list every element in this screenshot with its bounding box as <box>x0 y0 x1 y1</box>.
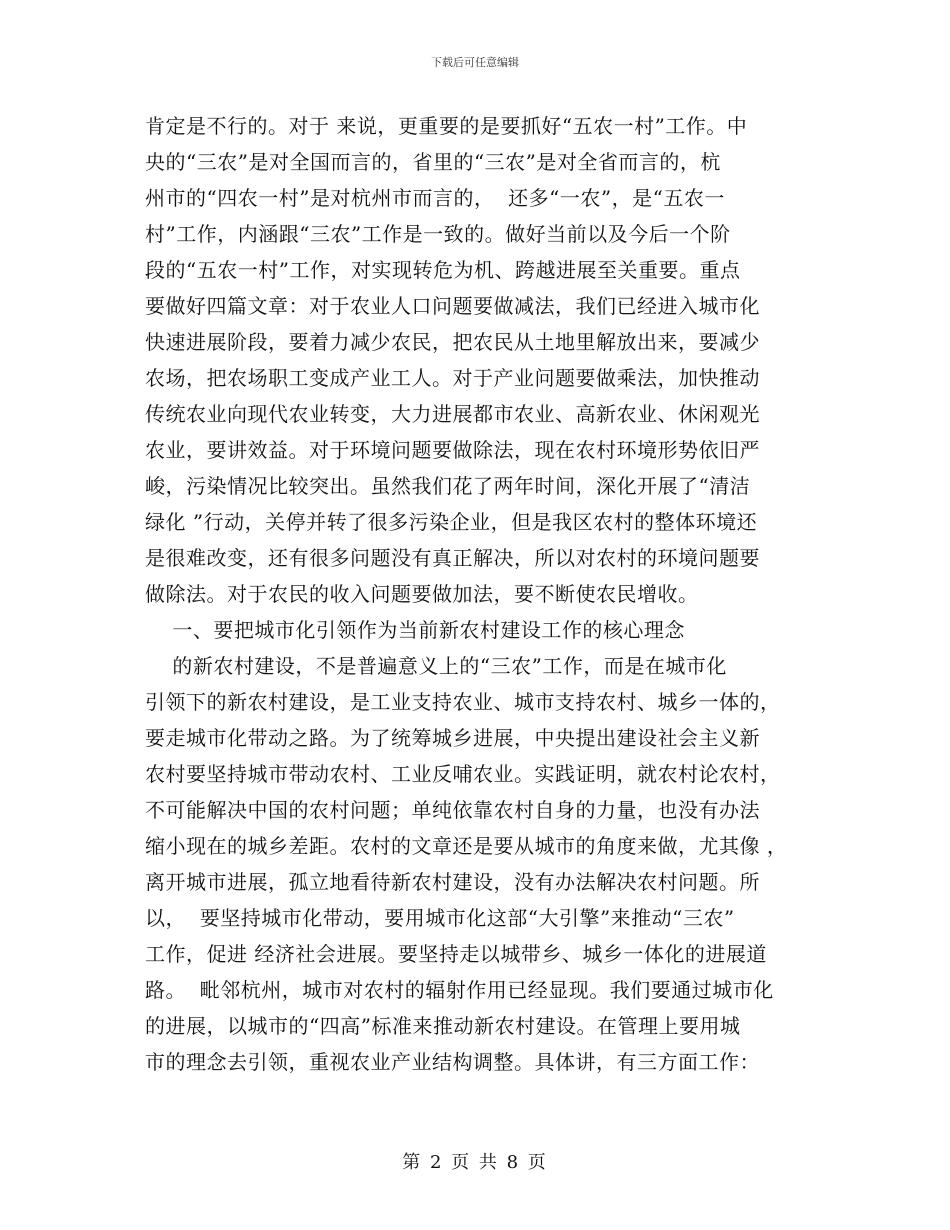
body-line: 市的理念去引领，重视农业产业结构调整。具体讲，有三方面工作： <box>145 1050 760 1074</box>
body-line: 的新农村建设，不是普遍意义上的“三农”工作，而是在城市化 <box>145 654 727 678</box>
body-line: 是很难改变，还有很多问题没有真正解决，所以对农村的环境问题要 <box>145 546 760 570</box>
body-line: 绿化 ”行动，关停并转了很多污染企业，但是我区农村的整体环境还 <box>145 510 758 534</box>
body-line: 要做好四篇文章：对于农业人口问题要做减法，我们已经进入城市化 <box>145 294 760 318</box>
body-line: 要走城市化带动之路。为了统筹城乡进展，中央提出建设社会主义新 <box>145 726 760 750</box>
body-line: 不可能解决中国的农村问题；单纯依靠农村自身的力量，也没有办法 <box>145 798 760 822</box>
body-line: 农场，把农场职工变成产业工人。对于产业问题要做乘法，加快推动 <box>145 366 760 390</box>
section-heading: 一、要把城市化引领作为当前新农村建设工作的核心理念 <box>145 618 685 642</box>
page-header: 下载后可任意编辑 <box>431 56 519 69</box>
body-line: 州市的“四农一村”是对杭州市而言的， 还多“一农”，是“五农一 <box>145 186 725 210</box>
body-line: 以， 要坚持城市化带动，要用城市化这部“大引擎”来推动“三农” <box>145 906 735 930</box>
body-line: 段的“五农一村”工作，对实现转危为机、跨越进展至关重要。重点 <box>145 258 741 282</box>
body-line: 工作，促进 经济社会进展。要坚持走以城带乡、城乡一体化的进展道 <box>145 942 767 966</box>
body-line: 传统农业向现代农业转变，大力进展都市农业、高新农业、休闲观光 <box>145 402 760 426</box>
body-line: 央的“三农”是对全国而言的，省里的“三农”是对全省而言的，杭 <box>145 150 721 174</box>
body-line: 离开城市进展，孤立地看待新农村建设，没有办法解决农村问题。所 <box>145 870 760 894</box>
body-line: 缩小现在的城乡差距。农村的文章还是要从城市的角度来做，尤其像 ， <box>145 834 788 858</box>
body-line: 农业，要讲效益。对于环境问题要做除法，现在农村环境形势依旧严 <box>145 438 760 462</box>
body-line: 村”工作，内涵跟“三农”工作是一致的。做好当前以及今后一个阶 <box>145 222 731 246</box>
page-number: 第 2 页 共 8 页 <box>402 1152 548 1173</box>
body-line: 峻，污染情况比较突出。虽然我们花了两年时间，深化开展了“清洁 <box>145 474 751 498</box>
body-line: 引领下的新农村建设，是工业支持农业、城市支持农村、城乡一体的， <box>145 690 781 714</box>
body-line: 的进展，以城市的“四高”标准来推动新农村建设。在管理上要用城 <box>145 1014 741 1038</box>
body-line: 农村要坚持城市带动农村、工业反哺农业。实践证明，就农村论农村， <box>145 762 781 786</box>
body-line: 快速进展阶段，要着力减少农民，把农民从土地里解放出来，要减少 <box>145 330 760 354</box>
body-line: 路。 毗邻杭州，城市对农村的辐射作用已经显现。我们要通过城市化 <box>145 978 774 1002</box>
body-line: 肯定是不行的。对于 来说，更重要的是要抓好“五农一村”工作。中 <box>145 114 748 138</box>
body-line: 做除法。对于农民的收入问题要做加法，要不断使农民增收。 <box>145 582 699 606</box>
